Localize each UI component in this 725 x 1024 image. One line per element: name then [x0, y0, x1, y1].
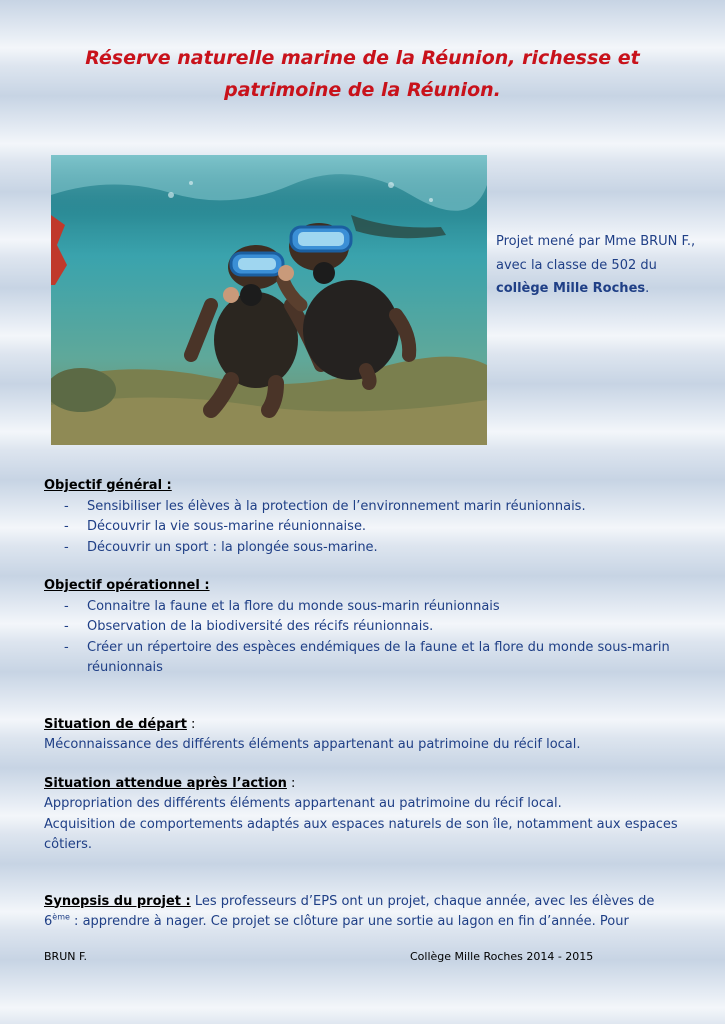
credit-end: .	[645, 281, 650, 296]
situation-attendue-line: Appropriation des différents éléments appartenant au patrimoine du récif local.	[44, 796, 562, 811]
superscript-eme: ème	[52, 912, 70, 922]
snorkelers-photo	[51, 155, 487, 445]
school-name: collège Mille Roches	[496, 281, 646, 296]
synopsis-text: Les professeurs d’EPS ont un projet, chaque année, avec les élèves de 6	[44, 893, 655, 929]
list-item: - Découvrir la vie sous-marine réunionnaise.	[87, 517, 684, 538]
synopsis-text-cont: : apprendre à nager. Ce projet se clôture par une sortie au lagon en fin d’année. Pour	[69, 914, 629, 929]
colon: :	[286, 775, 296, 791]
situation-depart-heading: Situation de départ	[44, 716, 187, 732]
objectif-general-list	[44, 497, 684, 559]
document-body	[44, 476, 684, 933]
list-item: - Créer un répertoire des espèces endémiques de la faune et la flore du monde sous-marin réunionnais	[87, 638, 684, 679]
list-item: - Connaitre la faune et la flore du monde sous-marin réunionnais	[87, 597, 684, 618]
objectif-operationnel-heading: Objectif opérationnel :	[44, 578, 210, 593]
synopsis-heading: Synopsis du projet :	[44, 893, 191, 909]
list-item: - Découvrir un sport : la plongée sous-marine.	[87, 538, 684, 559]
situation-depart-text: Méconnaissance des différents éléments appartenant au patrimoine du récif local.	[44, 737, 581, 752]
list-item: - Observation de la biodiversité des récifs réunionnais.	[87, 617, 684, 638]
footer-school-year: Collège Mille Roches 2014 - 2015	[410, 950, 594, 963]
situation-attendue-row	[44, 774, 684, 795]
situation-attendue-heading: Situation attendue après l’action	[44, 775, 287, 791]
situation-depart-row	[44, 715, 684, 736]
footer-author: BRUN F.	[44, 950, 88, 963]
synopsis-paragraph	[44, 892, 684, 933]
project-credit	[496, 230, 696, 301]
colon: :	[186, 716, 196, 732]
page-title: Réserve naturelle marine de la Réunion, richesse et patrimoine de la Réunion.	[85, 47, 640, 101]
situation-attendue-line: Acquisition de comportements adaptés aux espaces naturels de son île, notamment aux espaces côtiers.	[44, 816, 678, 852]
credit-text: Projet mené par Mme BRUN F., avec la classe de 502 du	[496, 234, 696, 273]
objectif-operationnel-list	[44, 597, 684, 679]
list-item: - Sensibiliser les élèves à la protection de l’environnement marin réunionnais.	[87, 497, 684, 518]
objectif-general-heading: Objectif général :	[44, 478, 172, 493]
